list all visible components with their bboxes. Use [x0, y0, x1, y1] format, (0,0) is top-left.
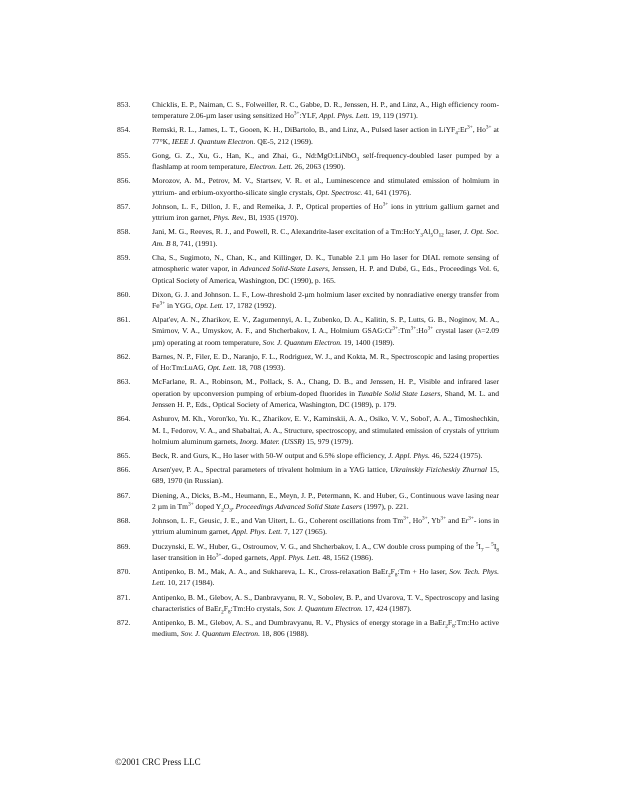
reference-text: Diening, A., Dicks, B.-M., Heumann, E., Meyn, J. P., Petermann, K. and Huber, G., Continuous wave lasing near 2 µm in $Tm^{3+}$ doped $Y_2O_3$, Proceedings Advanced Solid State Lasers (1997), p. 221. [152, 490, 499, 514]
reference-number: 870. [117, 567, 131, 577]
reference-text: Duczynski, E. W., Huber, G., Ostroumov, V. G., and Shcherbakov, I. A., CW double cross pumping of the $^5I_7 - ^5I_8$ laser transition in $Ho^{3+}$-doped garnets, Appl. Phys. Lett. 48, 1562 (1986). [152, 541, 500, 562]
reference-number: 863. [117, 377, 131, 387]
reference-entry [117, 99, 499, 122]
reference-text: Remski, R. L., James, L. T., Gooen, K. H., DiBartolo, B., and Linz, A., Pulsed laser action in $LiYF_4:Er^{3+}$, $Ho^{3+}$ at 77°K, IEEE J. Quantum Electron. QE-5, 212 (1969). [152, 124, 499, 146]
reference-entry [117, 490, 499, 513]
reference-number: 853. [117, 100, 131, 109]
reference-entry [117, 515, 499, 538]
reference-text: Arsen'yev, P. A., Spectral parameters of trivalent holmium in a YAG lattice, Ukrainskiy Fizicheskiy Zhurnal 15, 689, 1970 (in Russian). [152, 465, 500, 486]
reference-entry [117, 175, 499, 198]
reference-entry [117, 252, 499, 286]
reference-text: Beck, R. and Gurs, K., Ho laser with 50-W output and 6.5% slope efficiency, J. Appl. Phys. 46, 5224 (1975). [152, 451, 483, 460]
reference-text: McFarlane, R. A., Robinson, M., Pollack, S. A., Chang, D. B., and Jenssen, H. P., Visible and infrared laser operation by upconversion pumping of erbium-doped fluorides in Tunable Solid State Lasers, Shand, M. L. and Jenssen H. P., Eds., Optical Society of America, Washington, DC (1989), p. 179. [152, 377, 500, 410]
reference-entry [117, 464, 499, 487]
reference-entry [117, 566, 499, 589]
reference-number: 866. [117, 465, 131, 475]
reference-text: Johnson, L. F., Dillon, J. F., and Remeika, J. P., Optical properties of $Ho^{3+}$ ions in yttrium gallium garnet and yttrium iron garnet, Phys. Rev., Bl, 1935 (1970). [152, 201, 499, 223]
reference-number: 858. [117, 227, 131, 237]
reference-text: Dixon, G. J. and Johnson. L. F., Low-threshold 2-µm holmium laser excited by nonradiative energy transfer from $Fe^{3+}$ in YGG, Opt. Lett. 17, 1782 (1992). [152, 289, 499, 310]
reference-text: Gong, G. Z., Xu, G., Han, K., and Zhai, G., Nd:MgO:LiNbO$_3$ self-frequency-doubled laser pumped by a flashlamp at room temperature, Electron. Lett. 26, 2063 (1990). [152, 150, 499, 172]
reference-number: 872. [117, 618, 131, 628]
reference-number: 854. [117, 125, 131, 135]
reference-number: 865. [117, 451, 131, 460]
reference-entry [117, 617, 499, 640]
reference-number: 861. [117, 315, 131, 325]
reference-number: 860. [117, 289, 131, 299]
reference-entry [117, 351, 499, 374]
reference-number: 871. [117, 592, 131, 602]
reference-number: 856. [117, 176, 131, 186]
reference-number: 869. [117, 541, 131, 551]
reference-entry [117, 150, 499, 173]
reference-number: 859. [117, 252, 131, 262]
reference-text: Barnes, N. P., Filer, E. D., Naranjo, F. L., Rodriguez, W. J., and Kokta, M. R., Spectroscopic and lasing properties of Ho:Tm:LuAG, Opt. Lett. 18, 708 (1993). [152, 351, 499, 373]
reference-text: Antipenko, B. M., Mak, A. A., and Sukhareva, L. K., Cross-relaxation $BaEr_2F_8:Tm + Ho$ laser, Sov. Tech. Phys. Lett. 10, 217 (1984). [152, 567, 499, 588]
reference-entry [117, 376, 499, 410]
reference-list [117, 99, 499, 643]
reference-text: Johnson, L. F., Geusic, J. E., and Van Uitert, L. G., Coherent oscillations from $Tm^{3+}$, $Ho^{3+}$, $Yb^{3+}$ and $Er^{3+}-$ ions in yttrium aluminum garnet, Appl. Phys. Lett. 7, 127 (1965). [152, 515, 499, 537]
reference-entry [117, 592, 499, 615]
reference-entry [117, 124, 499, 147]
reference-number: 868. [117, 516, 131, 526]
reference-entry [117, 201, 499, 224]
copyright-footer: ©2001 CRC Press LLC [115, 757, 201, 767]
reference-text: Antipenko, B. M., Glebov, A. S., Danbravyanu, R. V., Sobolev, B. P., and Uvarova, T. V., Spectroscopy and lasing characteristics of $BaEr_2F_8:Tm:Ho$ crystals, Sov. J. Quantum Electron. 17, 424 (1987). [152, 592, 499, 616]
reference-number: 857. [117, 201, 131, 211]
reference-text: Ashurov, M. Kh., Voron'ko, Yu. K., Zharikov, E. V., Kaminskii, A. A., Osiko, V. V., Sobol', A. A., Timoshechkin, M. I., Fedorov, V. A., and Shabaltai, A. A., Structure, spectroscopy, and stimulated emission of crystals of yttrium holmium aluminum garnets, Inorg. Mater. (USSR) 15, 979 (1979). [152, 414, 499, 446]
reference-entry [117, 314, 499, 348]
reference-text: Jani, M. G., Reeves, R. J., and Powell, R. C., Alexandrite-laser excitation of a $Tm:Ho:Y_3Al_5O_{12}$ laser, J. Opt. Soc. Am. B 8, 741, (1991). [152, 227, 499, 248]
reference-number: 864. [117, 414, 131, 424]
reference-text: Cha, S., Sugimoto, N., Chan, K., and Killinger, D. K., Tunable 2.1 µm Ho laser for DIAL remote sensing of atmospheric water vapor, in Advanced Solid-State Lasers, Jenssen, H. P. and Dubé, G., Eds., Proceedings Vol. 6, Optical Society of America, Washington, DC (1990), p. 165. [152, 252, 499, 285]
reference-number: 867. [117, 490, 131, 500]
reference-entry [117, 413, 499, 447]
reference-text: Antipenko, B. M., Glebov, A. S., and Dumbravyanu, R. V., Physics of energy storage in a $BaEr_2F_8:Tm:Ho$ active medium, Sov. J. Quantum Electron. 18, 806 (1988). [152, 618, 499, 639]
reference-text: Alpat'ev, A. N., Zharikov, E. V., Zagumennyi, A. I., Zubenko, D. A., Kalitin, S. P., Lutts, G. B., Noginov, M. A., Smirnov, V. A., Umyskov, A. F., and Shcherbakov, I. A., Holmium $GSAG:Cr^{3+}:Tm^{3+}:Ho^{3+}$ crystal laser (λ=2.09 µm) operating at room temperature, Sov. J. Quantum Electron. 19, 1400 (1989). [152, 315, 499, 347]
reference-text: Morozov, A. M., Petrov, M. V., Startsev, V. R. et al., Luminescence and stimulated emission of holmium in yttrium- and erbium-oxyortho-silicate single crystals, Opt. Spectrosc. 41, 641 (1976). [152, 176, 499, 197]
reference-entry [117, 226, 499, 249]
reference-entry [117, 450, 499, 461]
reference-number: 855. [117, 150, 131, 160]
reference-entry [117, 541, 499, 564]
reference-number: 862. [117, 351, 131, 361]
reference-text: Chicklis, E. P., Naiman, C. S., Folweiller, R. C., Gabbe, D. R., Jenssen, H. P., and Linz, A., High efficiency room-temperature 2.06-µm laser using sensitized $Ho^{3+}:YLF$, Appl. Phys. Lett. 19, 119 (1971). [152, 100, 499, 121]
reference-entry [117, 289, 499, 312]
